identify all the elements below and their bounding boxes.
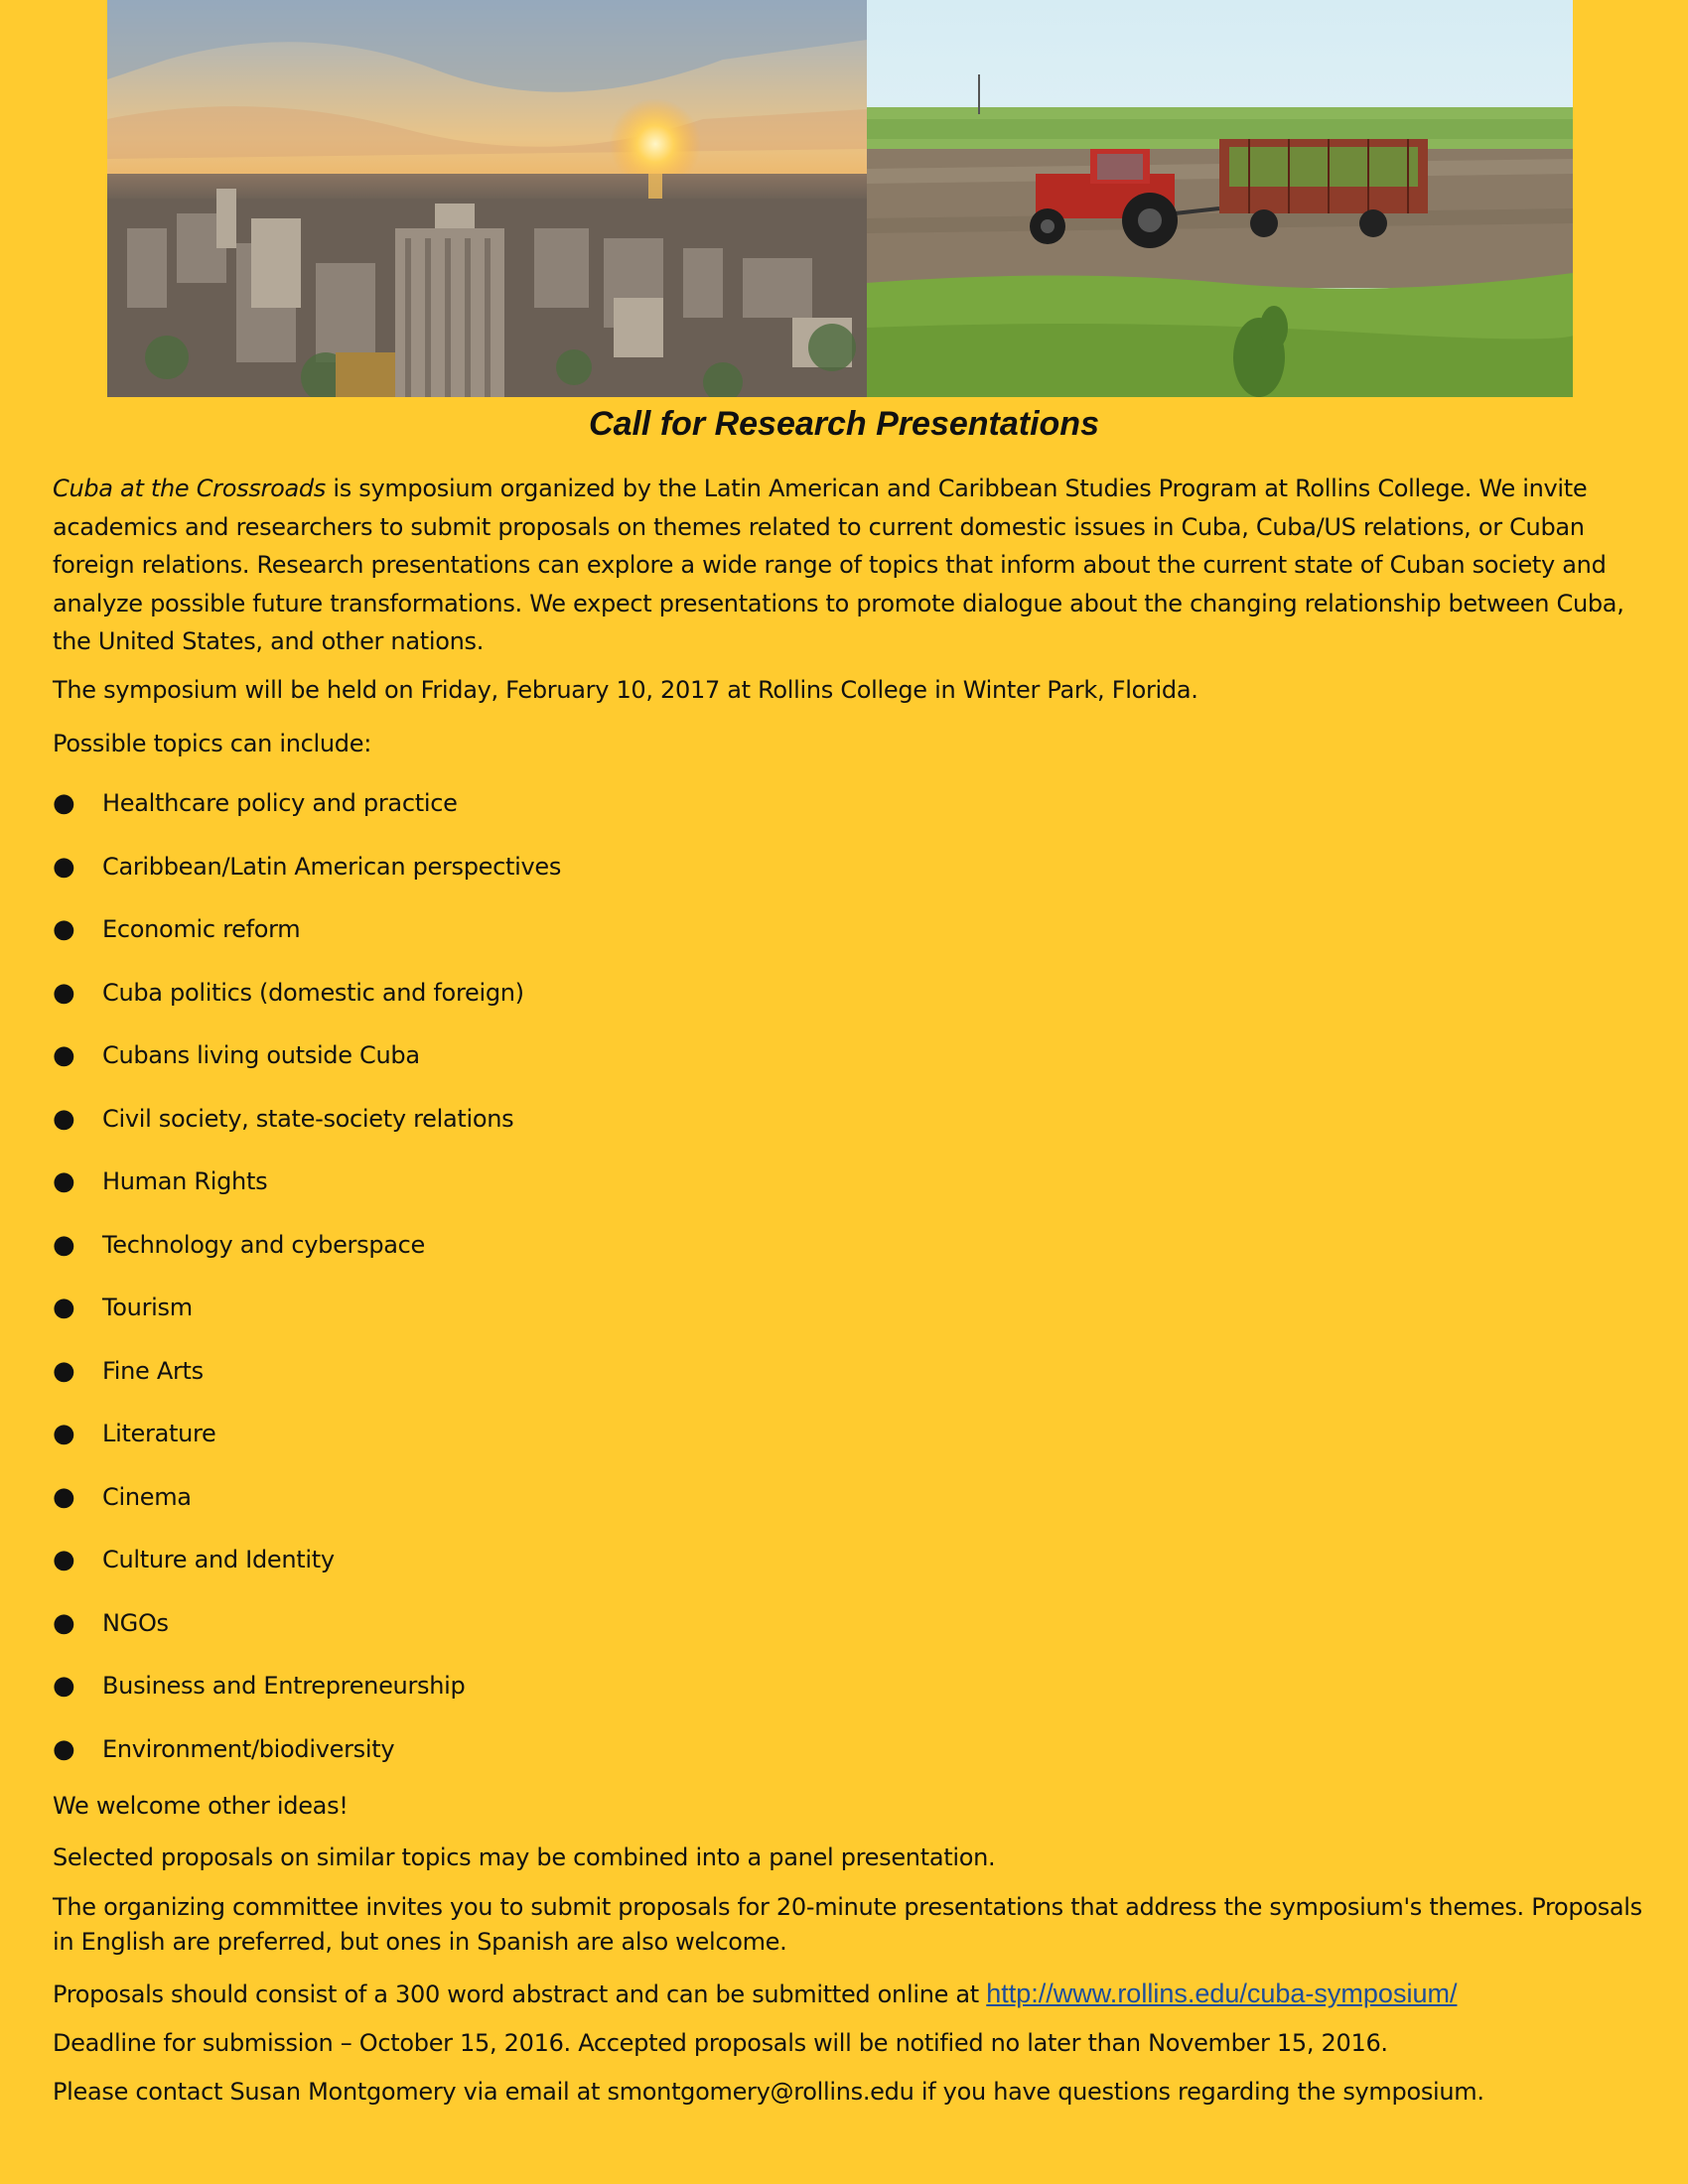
list-item bbox=[53, 974, 561, 1037]
bullet-icon: ● bbox=[53, 977, 75, 1008]
intro-paragraph bbox=[53, 470, 1651, 661]
bullet-icon: ● bbox=[53, 1733, 75, 1764]
bullet-icon: ● bbox=[53, 914, 75, 944]
topic-label: Cuba politics (domestic and foreign) bbox=[102, 978, 524, 1007]
deadline-line: Deadline for submission – October 15, 2016. Accepted proposals will be notified no later than November 15, 2016. bbox=[53, 2029, 1388, 2057]
bullet-icon: ● bbox=[53, 1607, 75, 1638]
bullet-icon: ● bbox=[53, 1229, 75, 1260]
event-date-line: The symposium will be held on Friday, February 10, 2017 at Rollins College in Winter Park, Florida. bbox=[53, 676, 1198, 704]
topic-label: NGOs bbox=[102, 1608, 169, 1637]
list-item bbox=[53, 1036, 561, 1100]
topic-label: Fine Arts bbox=[102, 1356, 204, 1385]
list-item bbox=[53, 1289, 561, 1352]
list-item bbox=[53, 1100, 561, 1163]
bullet-icon: ● bbox=[53, 1481, 75, 1512]
list-item bbox=[53, 1478, 561, 1542]
welcome-line: We welcome other ideas! bbox=[53, 1792, 349, 1820]
list-item bbox=[53, 1730, 561, 1794]
abstract-text: Proposals should consist of a 300 word abstract and can be submitted online at bbox=[53, 1980, 987, 2008]
havana-sunset-photo bbox=[107, 0, 867, 397]
bullet-icon: ● bbox=[53, 1355, 75, 1386]
list-item bbox=[53, 848, 561, 911]
topic-label: Healthcare policy and practice bbox=[102, 789, 458, 817]
list-item bbox=[53, 1162, 561, 1226]
list-item bbox=[53, 1352, 561, 1416]
bullet-icon: ● bbox=[53, 1293, 75, 1322]
list-item bbox=[53, 1604, 561, 1668]
topic-label: Tourism bbox=[102, 1294, 193, 1321]
abstract-line bbox=[53, 1975, 1651, 2013]
event-name: Cuba at the Crossroads bbox=[53, 475, 327, 502]
list-item bbox=[53, 1541, 561, 1604]
bullet-icon: ● bbox=[53, 1671, 75, 1701]
list-item bbox=[53, 910, 561, 974]
bullet-icon: ● bbox=[53, 1103, 75, 1134]
bullet-icon: ● bbox=[53, 1040, 75, 1070]
topic-label: Business and Entrepreneurship bbox=[102, 1672, 466, 1700]
committee-paragraph: The organizing committee invites you to submit proposals for 20-minute presentations that address the symposium's themes. Proposals in English are preferred, but ones in Spanish are also welcome. bbox=[53, 1893, 1642, 1956]
topic-label: Environment/biodiversity bbox=[102, 1734, 395, 1763]
tractor-field-photo bbox=[867, 0, 1573, 397]
topics-list bbox=[53, 784, 561, 1793]
topic-label: Economic reform bbox=[102, 915, 301, 943]
panel-note: Selected proposals on similar topics may be combined into a panel presentation. bbox=[53, 1843, 996, 1871]
header-photos bbox=[107, 0, 1573, 397]
topic-label: Literature bbox=[102, 1420, 216, 1447]
intro-text: is symposium organized by the Latin American and Caribbean Studies Program at Rollins College. We invite academics and researchers to submit proposals on themes related to current domestic issues in Cuba, Cuba/US relations, or Cuban foreign relations. Research presentations can explore a wide range of topics that inform about the current state of Cuban society and analyze possible future transformations. We expect presentations to promote dialogue about the changing relationship between Cuba, the United States, and other nations. bbox=[53, 475, 1624, 655]
topic-label: Cinema bbox=[102, 1482, 192, 1511]
bullet-icon: ● bbox=[53, 1166, 75, 1196]
list-item bbox=[53, 784, 561, 848]
bullet-icon: ● bbox=[53, 851, 75, 882]
topic-label: Cubans living outside Cuba bbox=[102, 1041, 420, 1069]
topic-label: Civil society, state-society relations bbox=[102, 1104, 514, 1133]
bullet-icon: ● bbox=[53, 1545, 75, 1574]
topic-label: Human Rights bbox=[102, 1167, 268, 1195]
bullet-icon: ● bbox=[53, 788, 75, 818]
topics-lead: Possible topics can include: bbox=[53, 730, 371, 757]
page-title: Call for Research Presentations bbox=[589, 405, 1099, 443]
topic-label: Caribbean/Latin American perspectives bbox=[102, 852, 562, 881]
list-item bbox=[53, 1667, 561, 1730]
list-item bbox=[53, 1226, 561, 1290]
submission-link[interactable]: http://www.rollins.edu/cuba-symposium/ bbox=[986, 1979, 1458, 2008]
contact-line: Please contact Susan Montgomery via email at smontgomery@rollins.edu if you have questions regarding the symposium. bbox=[53, 2078, 1484, 2106]
topic-label: Technology and cyberspace bbox=[102, 1230, 426, 1259]
bullet-icon: ● bbox=[53, 1419, 75, 1448]
topic-label: Culture and Identity bbox=[102, 1546, 335, 1573]
list-item bbox=[53, 1415, 561, 1478]
